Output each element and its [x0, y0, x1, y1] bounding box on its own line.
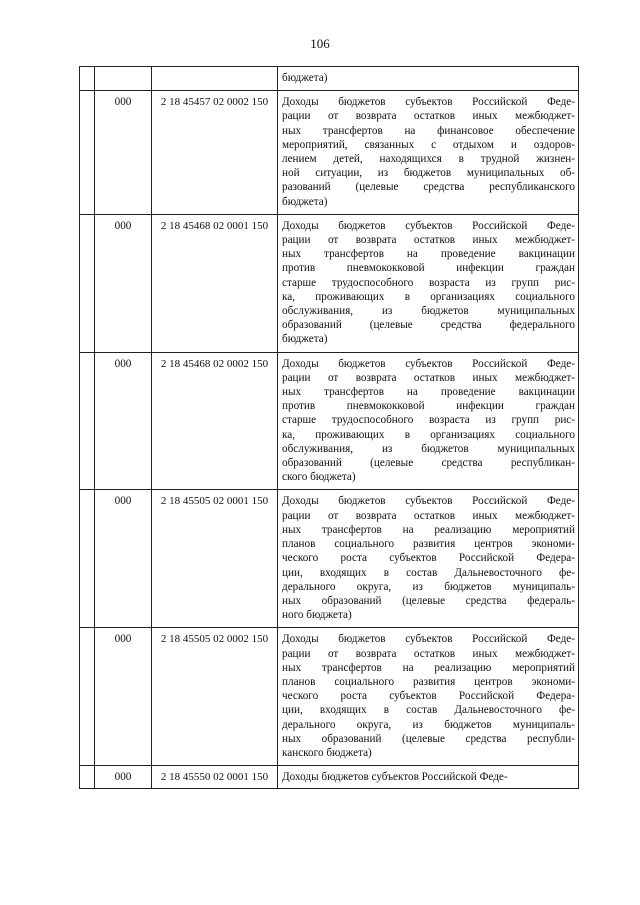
description-line: планов социального развития центров экономи- — [282, 675, 575, 688]
income-description-cell — [278, 352, 579, 490]
table-row — [80, 628, 579, 766]
income-description-cell — [278, 91, 579, 215]
budget-codes-table — [79, 66, 579, 789]
description-line: старше трудоспособного возраста из групп рис- — [282, 414, 575, 427]
description-line: ной ситуации, из бюджетов муниципальных об- — [282, 167, 575, 180]
admin-code-cell — [95, 67, 152, 91]
table-row — [80, 490, 579, 628]
income-description-cell — [278, 67, 579, 91]
description-line: старше трудоспособного возраста из групп рис- — [282, 276, 575, 289]
description-line: ческого роста субъектов Российской Федера- — [282, 690, 575, 703]
table-row — [80, 91, 579, 215]
blank-margin-cell — [80, 628, 95, 766]
description-line: ческого роста субъектов Российской Федера- — [282, 552, 575, 565]
description-line: обслуживания, из бюджетов муниципальных — [282, 442, 575, 455]
table-row — [80, 766, 579, 789]
description-line: Доходы бюджетов субъектов Российской Феде- — [282, 357, 575, 370]
admin-code-cell: 000 — [95, 91, 152, 215]
description-line: ции, входящих в состав Дальневосточного фе- — [282, 566, 575, 579]
description-line: обслуживания, из бюджетов муниципальных — [282, 305, 575, 318]
budget-classification-code-cell: 2 18 45505 02 0001 150 — [152, 490, 278, 628]
description-line: ных трансфертов на проведение вакцинации — [282, 248, 575, 261]
description-line: Доходы бюджетов субъектов Российской Феде- — [282, 219, 575, 232]
blank-margin-cell — [80, 352, 95, 490]
budget-classification-code-cell: 2 18 45505 02 0002 150 — [152, 628, 278, 766]
budget-classification-code-cell: 2 18 45550 02 0001 150 — [152, 766, 278, 789]
description-line: ных образований (целевые средства республи- — [282, 732, 575, 745]
description-line: против пневмококковой инфекции граждан — [282, 400, 575, 413]
blank-margin-cell — [80, 766, 95, 789]
table-row — [80, 352, 579, 490]
description-line: дерального округа, из бюджетов муниципаль- — [282, 718, 575, 731]
description-line: ных образований (целевые средства федераль- — [282, 594, 575, 607]
description-line: Доходы бюджетов субъектов Российской Феде- — [282, 771, 508, 784]
description-line: разований (целевые средства республиканского — [282, 181, 575, 194]
blank-margin-cell — [80, 490, 95, 628]
budget-classification-code-cell: 2 18 45457 02 0002 150 — [152, 91, 278, 215]
description-line: против пневмококковой инфекции граждан — [282, 262, 575, 275]
description-line: рации от возврата остатков иных межбюджет- — [282, 647, 575, 660]
description-line: бюджета) — [282, 195, 328, 208]
description-line: ных трансфертов на реализацию мероприятий — [282, 523, 575, 536]
description-line: ного бюджета) — [282, 609, 352, 622]
admin-code-cell: 000 — [95, 490, 152, 628]
description-line: Доходы бюджетов субъектов Российской Феде- — [282, 633, 575, 646]
description-line: планов социального развития центров экономи- — [282, 538, 575, 551]
description-line: рации от возврата остатков иных межбюджет- — [282, 371, 575, 384]
description-line: ка, проживающих в организациях социального — [282, 428, 575, 441]
description-line: рации от возврата остатков иных межбюджет- — [282, 509, 575, 522]
description-line: мероприятий, связанных с отдыхом и оздоров- — [282, 138, 575, 151]
description-line: образований (целевые средства федерального — [282, 319, 575, 332]
income-description-cell — [278, 490, 579, 628]
description-line: ных трансфертов на финансовое обеспечение — [282, 124, 575, 137]
admin-code-cell: 000 — [95, 214, 152, 352]
page-number: 106 — [310, 36, 330, 51]
description-line: образований (целевые средства республикан- — [282, 457, 575, 470]
description-line: рации от возврата остатков иных межбюджет- — [282, 110, 575, 123]
description-line: Доходы бюджетов субъектов Российской Феде- — [282, 495, 575, 508]
table-row — [80, 214, 579, 352]
description-line: ции, входящих в состав Дальневосточного фе- — [282, 704, 575, 717]
description-line: ского бюджета) — [282, 471, 356, 484]
description-line: лением детей, находящихся в трудной жизнен- — [282, 153, 575, 166]
table-row — [80, 67, 579, 91]
description-line: ных трансфертов на реализацию мероприятий — [282, 661, 575, 674]
budget-classification-code-cell: 2 18 45468 02 0001 150 — [152, 214, 278, 352]
description-line: дерального округа, из бюджетов муниципаль- — [282, 580, 575, 593]
description-line: ка, проживающих в организациях социального — [282, 290, 575, 303]
description-line: Доходы бюджетов субъектов Российской Феде- — [282, 96, 575, 109]
table-body — [80, 67, 579, 789]
description-line: рации от возврата остатков иных межбюджет- — [282, 234, 575, 247]
admin-code-cell: 000 — [95, 766, 152, 789]
description-line: ных трансфертов на проведение вакцинации — [282, 386, 575, 399]
budget-classification-code-cell — [152, 67, 278, 91]
description-line: бюджета) — [282, 72, 328, 84]
admin-code-cell: 000 — [95, 628, 152, 766]
blank-margin-cell — [80, 67, 95, 91]
income-description-cell — [278, 766, 579, 789]
blank-margin-cell — [80, 214, 95, 352]
income-description-cell — [278, 214, 579, 352]
blank-margin-cell — [80, 91, 95, 215]
description-line: канского бюджета) — [282, 746, 372, 759]
budget-classification-code-cell: 2 18 45468 02 0002 150 — [152, 352, 278, 490]
description-line: бюджета) — [282, 333, 328, 346]
income-description-cell — [278, 628, 579, 766]
admin-code-cell: 000 — [95, 352, 152, 490]
